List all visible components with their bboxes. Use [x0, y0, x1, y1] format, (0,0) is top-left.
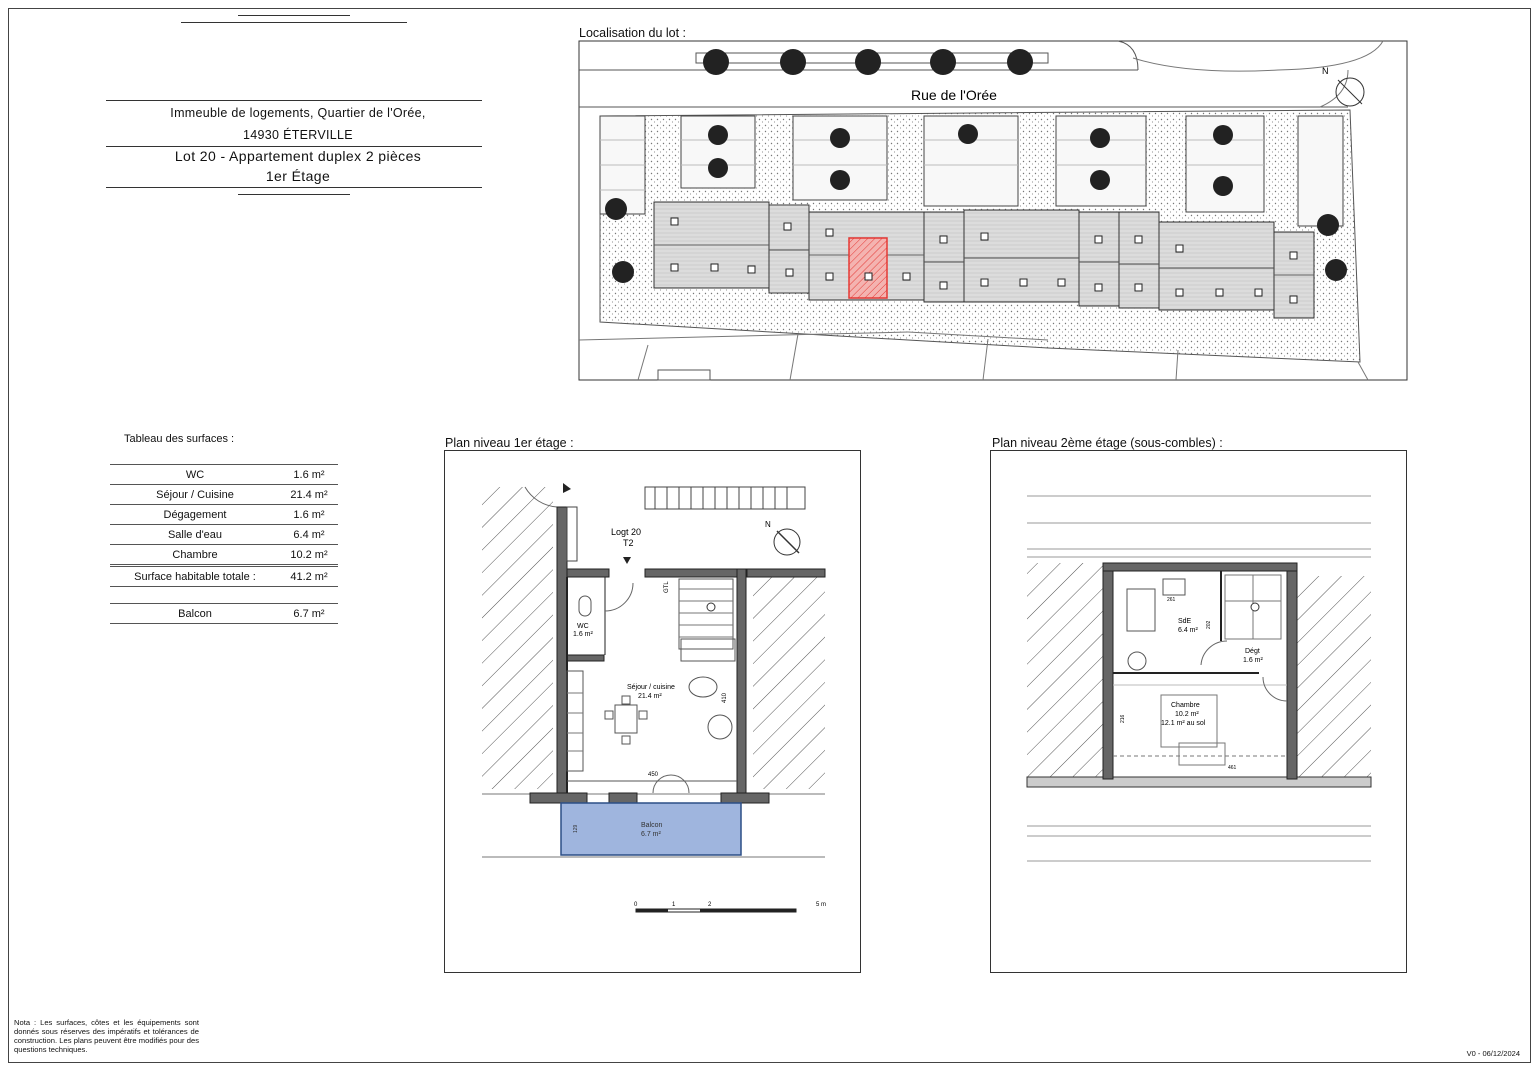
- wc-area: 1.6 m²: [573, 631, 593, 638]
- project-city: 14930 ÉTERVILLE: [243, 128, 353, 142]
- surface-value: 1.6 m²: [280, 505, 338, 525]
- surface-balcony-name: Balcon: [110, 604, 280, 624]
- surface-total-name: Surface habitable totale :: [110, 566, 280, 587]
- surface-row: [110, 525, 338, 545]
- balcon-area: 6.7 m²: [641, 831, 661, 838]
- dim-129: 129: [573, 824, 579, 833]
- title-rule: [106, 187, 482, 188]
- chambre-sol: 12.1 m² au sol: [1161, 720, 1206, 727]
- floor-title: 1er Étage: [265, 168, 331, 184]
- sde-area: 6.4 m²: [1178, 627, 1198, 634]
- gtl-label: GTL: [664, 581, 670, 593]
- surfaces-caption: Tableau des surfaces :: [124, 433, 235, 445]
- lot-title: Lot 20 - Appartement duplex 2 pièces: [174, 148, 422, 164]
- location-caption: Localisation du lot :: [579, 26, 687, 40]
- balcony-area: [561, 803, 741, 855]
- surface-name: WC: [110, 465, 280, 485]
- surface-total-value: 41.2 m²: [280, 566, 338, 587]
- surface-row: [110, 465, 338, 485]
- scale-bar: [634, 902, 826, 912]
- street-name: Rue de l'Orée: [911, 87, 997, 103]
- surface-balcony-value: 6.7 m²: [280, 604, 338, 624]
- wc-label: WC: [577, 623, 589, 630]
- degt-area: 1.6 m²: [1243, 657, 1263, 664]
- surface-name: Dégagement: [110, 505, 280, 525]
- surface-value: 6.4 m²: [280, 525, 338, 545]
- scale-2: 2: [708, 902, 712, 908]
- surface-value: 21.4 m²: [280, 485, 338, 505]
- plan2-caption: Plan niveau 2ème étage (sous-combles) :: [992, 436, 1223, 450]
- plan1-panel: [444, 450, 861, 973]
- surface-row: [110, 545, 338, 566]
- plan2-panel: [990, 450, 1407, 973]
- balcon-label: Balcon: [641, 822, 663, 829]
- sejour-area: 21.4 m²: [638, 693, 662, 700]
- surface-gap-row: [110, 587, 338, 604]
- dim-410: 410: [722, 692, 728, 703]
- dim-261: 261: [1167, 597, 1176, 603]
- surface-balcony-row: [110, 604, 338, 624]
- dim-202: 202: [1206, 620, 1212, 629]
- surface-row: [110, 485, 338, 505]
- title-rule: [238, 194, 350, 195]
- title-rule: [106, 146, 482, 147]
- site-plan: [578, 40, 1408, 382]
- title-rule: [106, 100, 482, 101]
- scale-0: 0: [634, 902, 638, 908]
- svg-text:N: N: [1322, 66, 1329, 76]
- surface-value: 10.2 m²: [280, 545, 338, 566]
- surfaces-table: [110, 464, 338, 624]
- surface-total-row: [110, 566, 338, 587]
- lot-highlight: [849, 238, 887, 298]
- plan1-drawing: [445, 451, 860, 972]
- title-rule: [238, 15, 350, 16]
- logt-label: Logt 20: [611, 527, 642, 537]
- sde-label: SdE: [1178, 618, 1192, 625]
- surface-name: Chambre: [110, 545, 280, 566]
- degt-label: Dégt: [1245, 648, 1260, 655]
- scale-1: 1: [672, 902, 676, 908]
- svg-text:N: N: [765, 520, 771, 529]
- plan1-caption: Plan niveau 1er étage :: [445, 436, 574, 450]
- disclaimer-note: Nota : Les surfaces, côtes et les équipements sont donnés sous réserves des impératifs et tolérances de construction. Les plans peuvent être modifiés pour des questions techniques.: [14, 1018, 199, 1054]
- dim-450: 450: [648, 772, 659, 778]
- dim-461: 461: [1228, 765, 1237, 771]
- version-date: V0 - 06/12/2024: [1466, 1049, 1520, 1058]
- title-rule: [181, 22, 407, 23]
- surface-row: [110, 505, 338, 525]
- dim-216: 216: [1120, 714, 1126, 723]
- surface-name: Salle d'eau: [110, 525, 280, 545]
- plan2-drawing: [991, 451, 1406, 972]
- scale-5: 5 m: [816, 902, 827, 908]
- sejour-label: Séjour / cuisine: [627, 684, 675, 691]
- chambre-label: Chambre: [1171, 702, 1200, 709]
- surface-name: Séjour / Cuisine: [110, 485, 280, 505]
- chambre-area: 10.2 m²: [1175, 711, 1199, 718]
- surface-value: 1.6 m²: [280, 465, 338, 485]
- project-name: Immeuble de logements, Quartier de l'Orée,: [170, 106, 426, 120]
- logt-type: T2: [623, 538, 634, 548]
